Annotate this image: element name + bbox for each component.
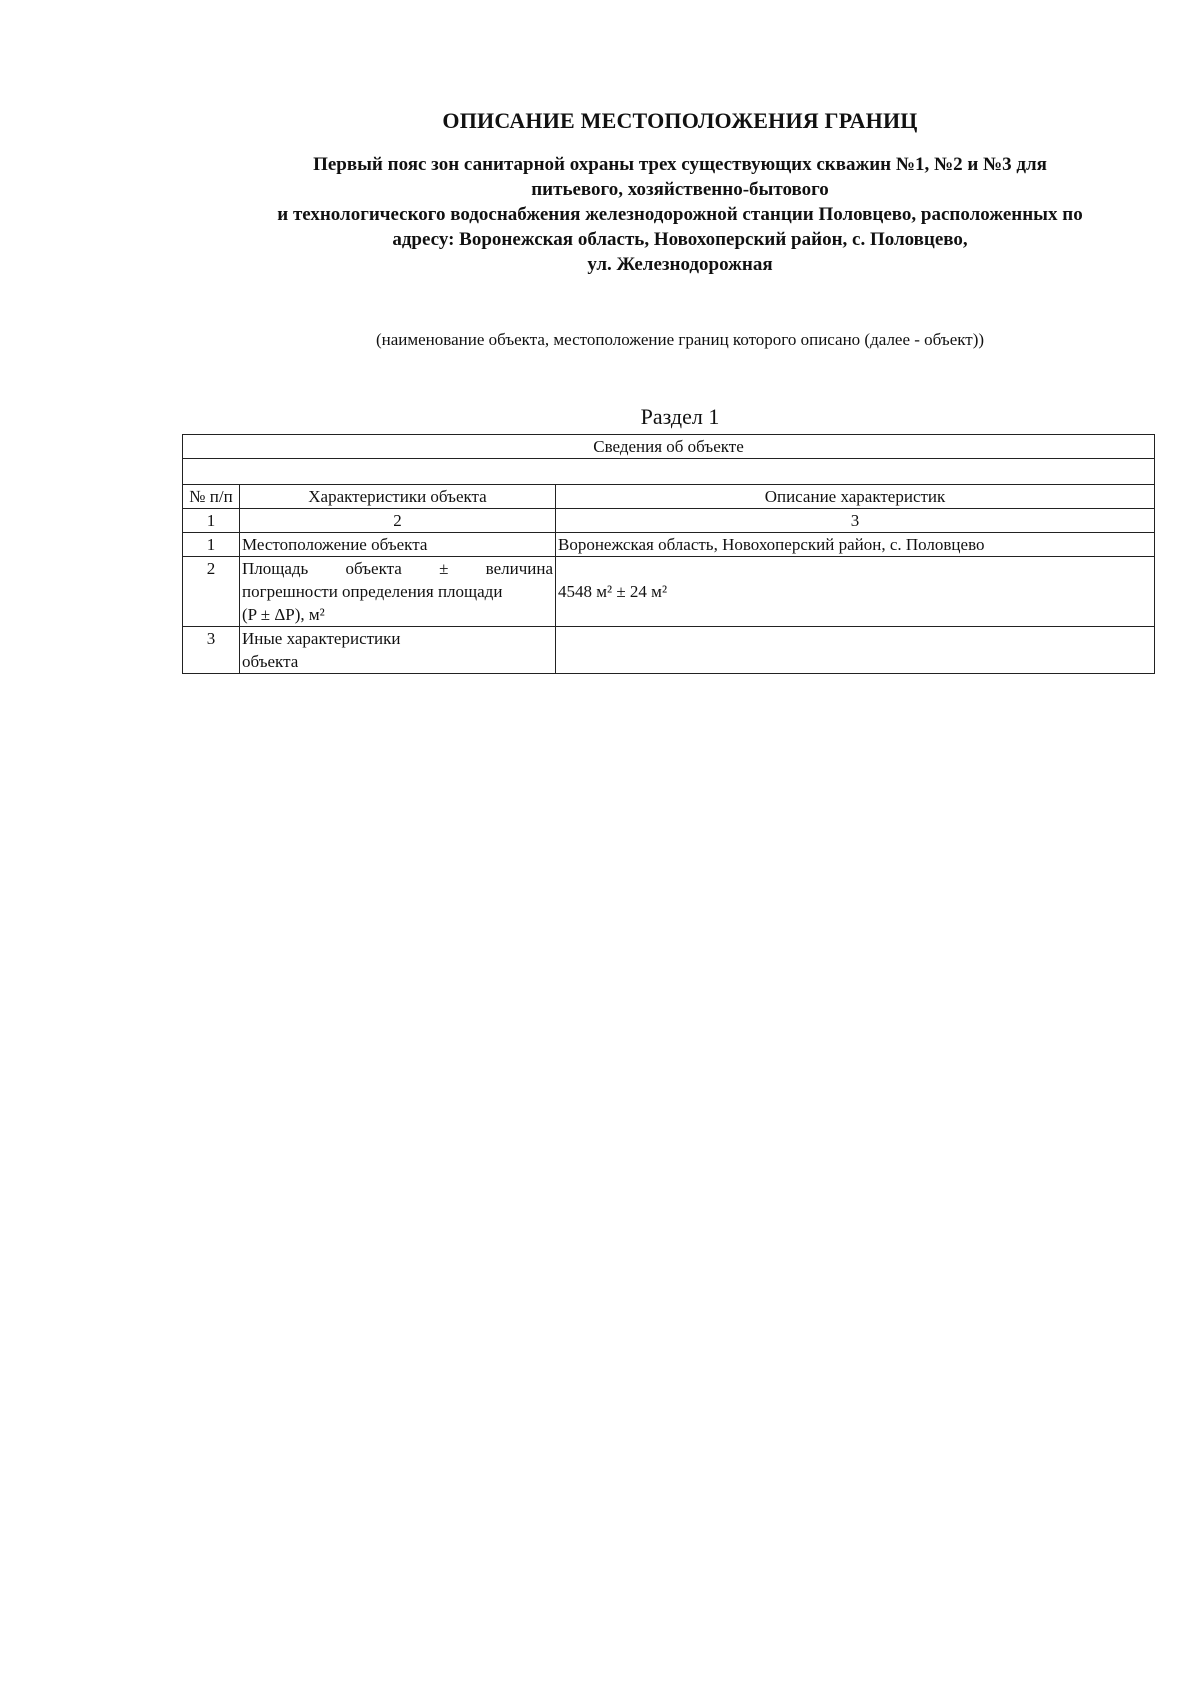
table-column-number-row <box>183 509 1155 533</box>
object-name-line: Первый пояс зон санитарной охраны трех существующих скважин №1, №2 и №3 для <box>313 154 1047 175</box>
column-number: 3 <box>556 509 1155 533</box>
object-name-line: и технологического водоснабжения железнодорожной станции Половцево, расположенных по <box>277 204 1083 225</box>
table-header: Сведения об объекте <box>183 435 1155 459</box>
table-empty-row <box>183 459 1155 485</box>
table-empty-cell <box>183 459 1155 485</box>
table-row <box>183 533 1155 557</box>
row-characteristic-line: (P ± ΔP), м² <box>242 605 325 624</box>
row-number: 2 <box>183 557 240 627</box>
section-title: Раздел 1 <box>640 404 720 429</box>
object-name-line: адресу: Воронежская область, Новохоперский район, с. Половцево, <box>392 229 968 250</box>
table-column-header-row <box>183 485 1155 509</box>
row-characteristic-line: объекта <box>242 652 299 671</box>
row-characteristic <box>240 533 556 557</box>
table-header-row <box>183 435 1155 459</box>
object-name <box>180 152 1180 277</box>
row-description: Воронежская область, Новохоперский район, с. Половцево <box>556 533 1155 557</box>
table-row <box>183 627 1155 674</box>
row-characteristic-line: погрешности определения площади <box>242 582 503 601</box>
column-header-number: № п/п <box>183 485 240 509</box>
object-name-line: питьевого, хозяйственно-бытового <box>531 179 829 200</box>
column-header-characteristic: Характеристики объекта <box>240 485 556 509</box>
object-info-table <box>182 434 1155 674</box>
column-number: 1 <box>183 509 240 533</box>
object-name-line: ул. Железнодорожная <box>587 254 773 275</box>
row-characteristic <box>240 557 556 627</box>
row-characteristic-line: Местоположение объекта <box>242 535 428 554</box>
column-header-description: Описание характеристик <box>556 485 1155 509</box>
row-characteristic-line: Иные характеристики <box>242 629 401 648</box>
row-characteristic <box>240 627 556 674</box>
row-characteristic-line: Площадь объекта ± величина <box>242 559 553 578</box>
row-description: 4548 м² ± 24 м² <box>556 557 1155 627</box>
column-number: 2 <box>240 509 556 533</box>
page-title: ОПИСАНИЕ МЕСТОПОЛОЖЕНИЯ ГРАНИЦ <box>442 108 918 133</box>
table-row <box>183 557 1155 627</box>
row-number: 1 <box>183 533 240 557</box>
row-number: 3 <box>183 627 240 674</box>
row-description <box>556 627 1155 674</box>
object-caption: (наименование объекта, местоположение границ которого описано (далее - объект)) <box>375 330 985 349</box>
